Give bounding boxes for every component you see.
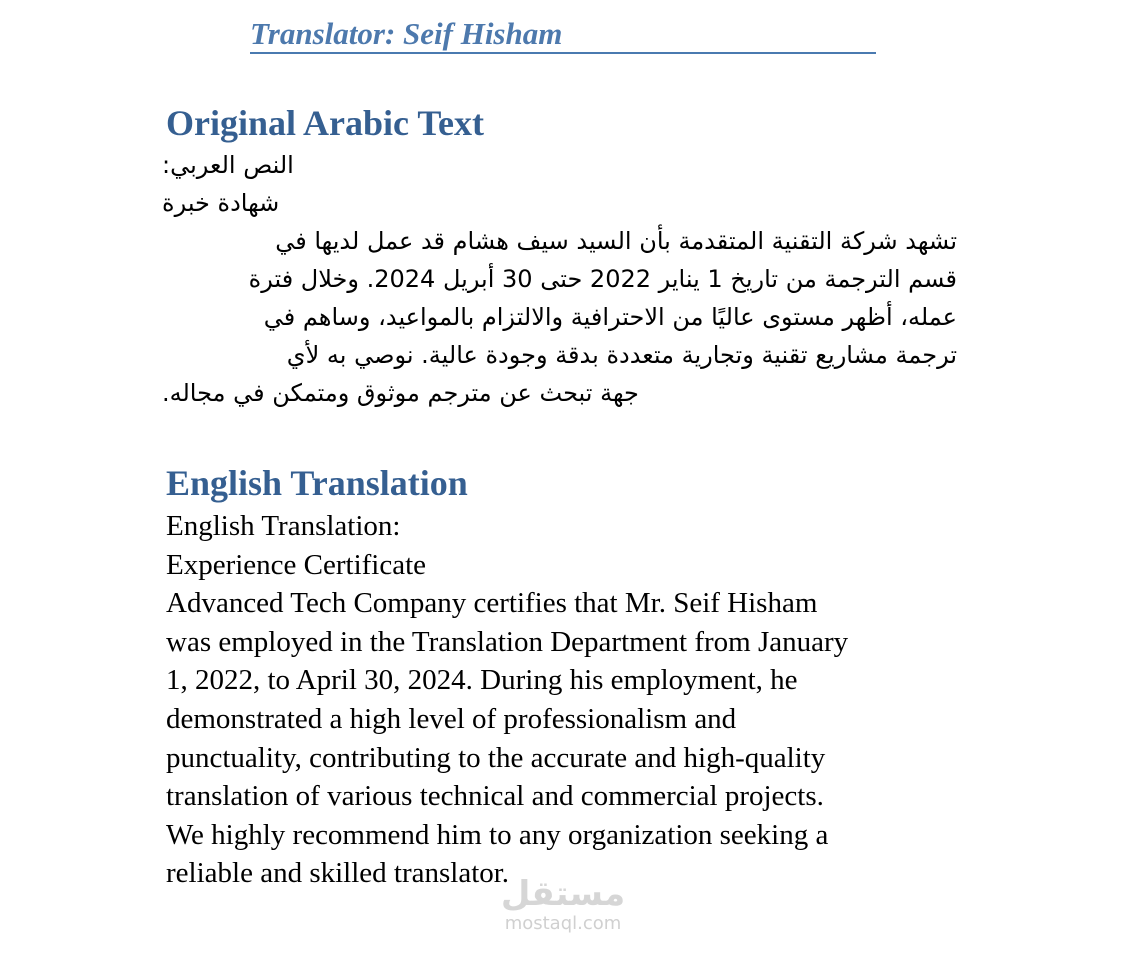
english-label: English Translation:	[166, 510, 401, 542]
english-title: Experience Certificate	[166, 548, 427, 581]
english-line: demonstrated a high level of professionalism and	[166, 702, 737, 735]
arabic-text-block	[162, 146, 962, 412]
arabic-line: جهة تبحث عن مترجم موثوق ومتمكن في مجاله.	[162, 379, 639, 407]
translator-header	[250, 16, 876, 54]
english-text-block	[166, 507, 966, 893]
arabic-line: قسم الترجمة من تاريخ 1 يناير 2022 حتى 30 أبريل 2024. وخلال فترة	[248, 265, 957, 293]
english-line: We highly recommend him to any organization seeking a	[166, 818, 829, 851]
arabic-title: شهادة خبرة	[162, 189, 280, 217]
english-line: was employed in the Translation Department from January	[166, 625, 849, 658]
english-line: 1, 2022, to April 30, 2024. During his employment, he	[166, 664, 798, 697]
translation-heading: English Translation	[166, 463, 468, 503]
english-line: punctuality, contributing to the accurate and high-quality	[166, 741, 826, 774]
arabic-line: تشهد شركة التقنية المتقدمة بأن السيد سيف هشام قد عمل لديها في	[275, 227, 957, 255]
english-line: reliable and skilled translator.	[166, 857, 510, 890]
watermark-site: mostaql.com	[504, 913, 622, 934]
original-heading: Original Arabic Text	[166, 103, 485, 143]
arabic-line: عمله، أظهر مستوى عاليًا من الاحترافية والالتزام بالمواعيد، وساهم في	[263, 303, 957, 331]
english-line: Advanced Tech Company certifies that Mr. Seif Hisham	[166, 587, 818, 620]
translator-name: Translator: Seif Hisham	[250, 16, 563, 51]
watermark-logo: مستقل	[500, 874, 626, 914]
english-line: translation of various technical and commercial projects.	[166, 780, 824, 813]
arabic-label: النص العربي:	[162, 151, 294, 179]
arabic-line: ترجمة مشاريع تقنية وتجارية متعددة بدقة وجودة عالية. نوصي به لأي	[286, 341, 957, 369]
